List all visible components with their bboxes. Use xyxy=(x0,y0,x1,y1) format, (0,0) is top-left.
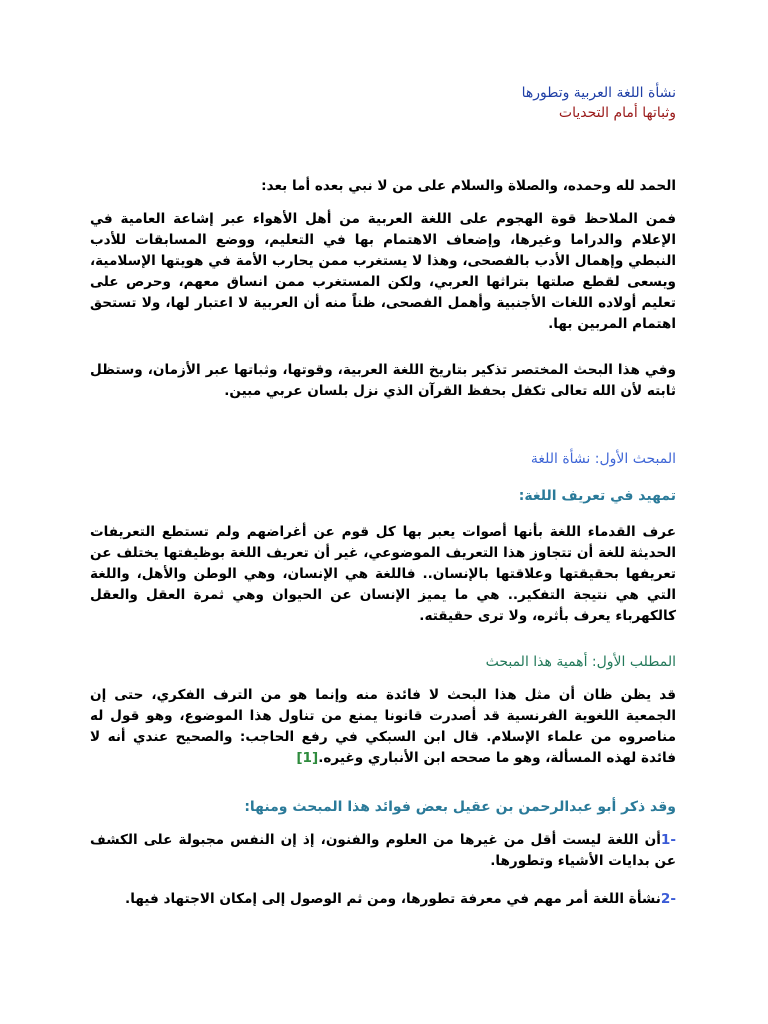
intro-line: الحمد لله وحمده، والصلاة والسلام على من لا نبي بعده أما بعد: xyxy=(261,178,676,194)
list-item xyxy=(90,830,676,872)
list-item-text: أن اللغة ليست أقل من غيرها من العلوم والفنون، إذ إن النفس مجبولة على الكشف عن بدايات الأشياء وتطورها. xyxy=(90,832,676,869)
list-item-text: نشأة اللغة أمر مهم في معرفة تطورها، ومن ثم الوصول إلى إمكان الاجتهاد فيها. xyxy=(125,891,661,907)
document-subtitle: وثباتها أمام التحديات xyxy=(558,105,676,121)
section-1-subheading: تمهيد في تعريف اللغة: xyxy=(518,488,676,504)
footnote-link[interactable]: [1] xyxy=(296,750,319,766)
paragraph-4-text: قد يظن ظان أن مثل هذا البحث لا فائدة منه وإنما هو من الترف الفكري، حتى إن الجمعية اللغوية الفرنسية قد أصدرت قانونا يمنع من تناول هذا الموضوع، وهو قول له مناصروه من علماء الإسلام. قال ابن السبكي في رفع الحاجب: والصحيح عندي أنه لا فائدة لهذه المسألة، وهو ما صححه ابن الأنباري وغيره. xyxy=(90,687,676,766)
document-title: نشأة اللغة العربية وتطورها xyxy=(521,85,676,101)
paragraph-4 xyxy=(90,685,676,769)
section-3-heading: وقد ذكر أبو عبدالرحمن بن عقيل بعض فوائد هذا المبحث ومنها: xyxy=(244,799,676,815)
section-1-heading: المبحث الأول: نشأة اللغة xyxy=(530,451,676,467)
section-2-heading: المطلب الأول: أهمية هذا المبحث xyxy=(485,654,676,670)
paragraph-2: وفي هذا البحث المختصر تذكير بتاريخ اللغة العربية، وقوتها، وثباتها عبر الأزمان، وستظل ثابته لأن الله تعالى تكفل بحفظ القرآن الذي نزل بلسان عربي مبين. xyxy=(90,362,676,399)
paragraph-1: فمن الملاحظ قوة الهجوم على اللغة العربية من أهل الأهواء عبر إشاعة العامية في الإعلام والدراما وغيرها، وإضعاف الاهتمام بها في التعليم، ووضع المسابقات للأدب النبطي وإهمال الأدب بالفصحى، وهذا لا يستغرب ممن يحارب الأمة في هويتها الإسلامية، ويسعى لقطع صلتها بتراثها العربي، ولكن المستغرب ممن انساق معهم، وحرص على تعليم أولاده اللغات الأجنبية وأهمل الفصحى، ظناً منه أن العربية لا اعتبار لها، ولا تستحق اهتمام المربين بها. xyxy=(90,211,676,332)
paragraph-3: عرف القدماء اللغة بأنها أصوات يعبر بها كل قوم عن أغراضهم ولم تستطع التعريفات الحديثة للغة أن تتجاوز هذا التعريف الموضوعي، غير أن تعريف اللغة بوظيفتها يختلف عن تعريفها بحقيقتها وعلاقتها بالإنسان.. فاللغة هي الإنسان، وهي الوطن والأهل، واللغة التي هي نتيجة التفكير.. هي ما يميز الإنسان عن الحيوان وهي ثمرة العقل والعقل كالكهرباء يعرف بأثره، ولا ترى حقيقته. xyxy=(90,524,676,624)
list-item-number: -1 xyxy=(660,832,676,848)
list-item-number: -2 xyxy=(660,891,676,907)
list-item xyxy=(90,889,676,910)
